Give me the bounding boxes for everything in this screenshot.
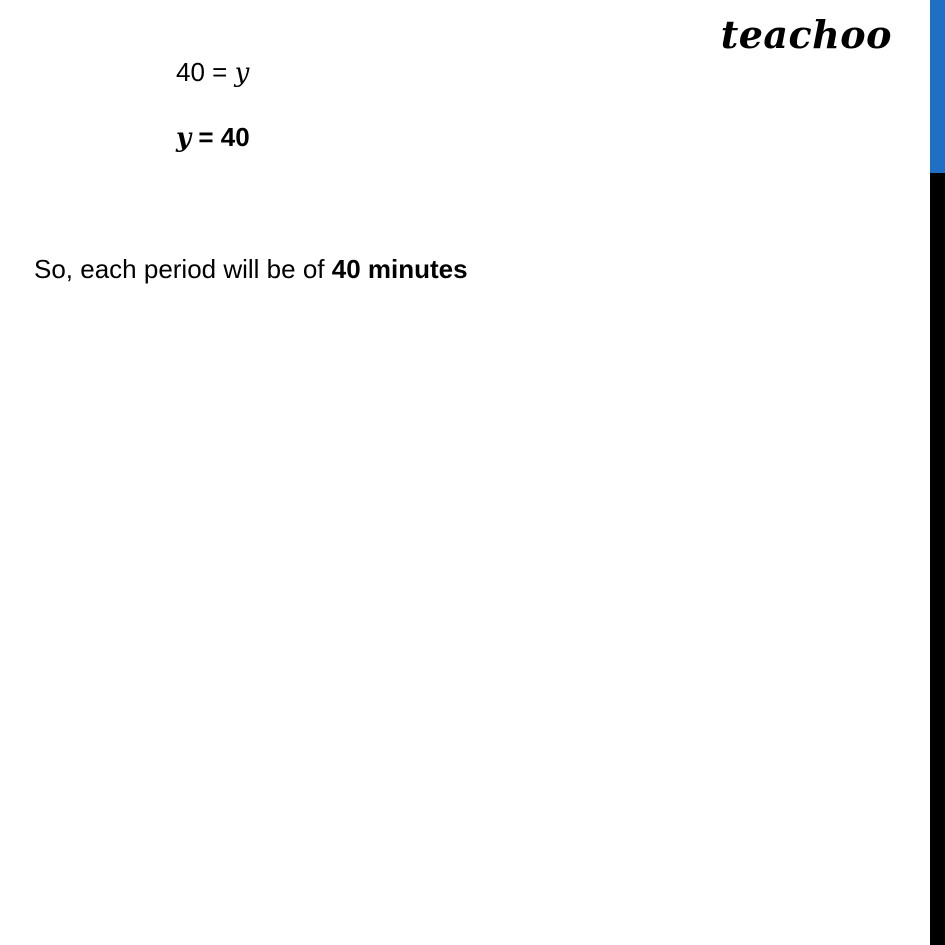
equation-2-variable: y bbox=[176, 123, 192, 153]
equation-line-1 bbox=[176, 59, 249, 86]
equation-1-lhs: 40 = bbox=[176, 57, 228, 87]
equation-1-variable: y bbox=[234, 58, 250, 88]
side-progress-accent bbox=[930, 0, 945, 173]
equation-line-2 bbox=[176, 124, 250, 151]
conclusion-line bbox=[34, 256, 468, 282]
conclusion-prefix: So, each period will be of bbox=[34, 254, 325, 284]
side-progress-bar bbox=[930, 0, 945, 945]
conclusion-answer: 40 minutes bbox=[331, 254, 468, 284]
equation-2-rhs: = 40 bbox=[198, 122, 250, 152]
teachoo-logo: teachoo bbox=[720, 12, 892, 57]
